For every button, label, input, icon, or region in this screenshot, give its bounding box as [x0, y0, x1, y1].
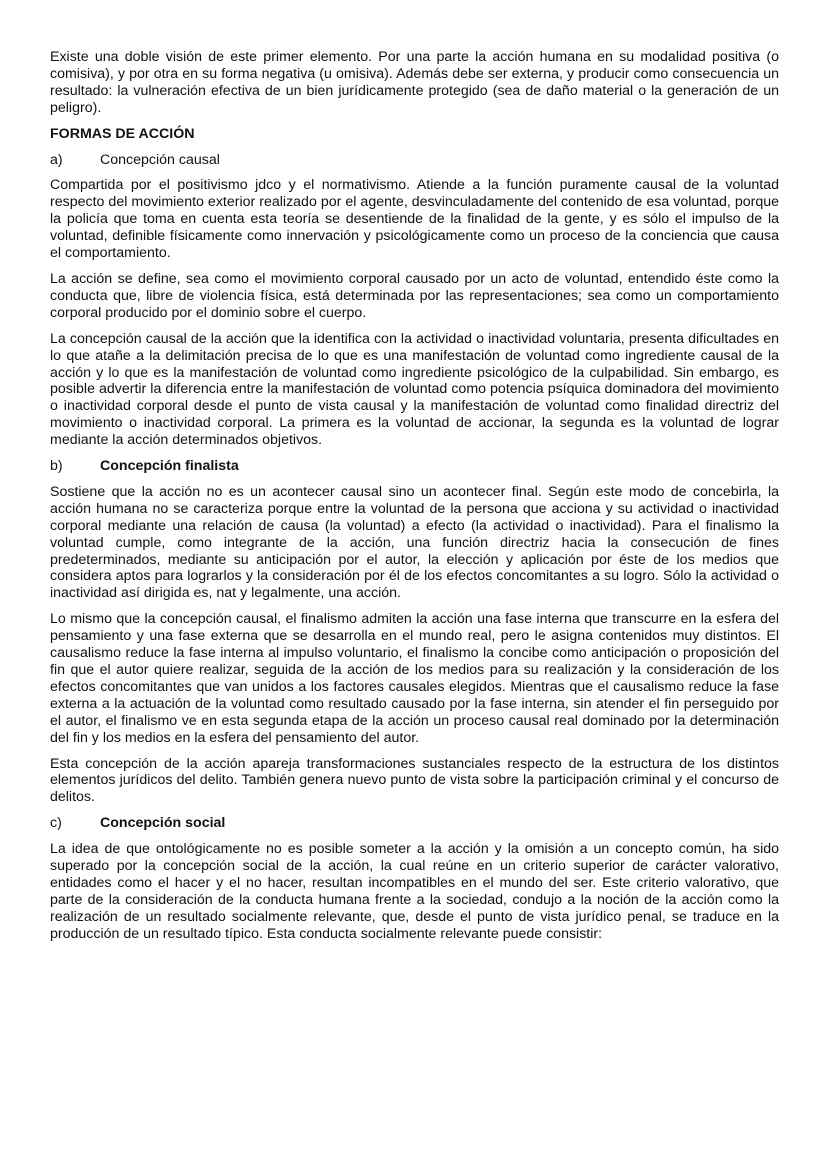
subsection-c-header: [50, 815, 779, 832]
section-heading-formas-de-accion: FORMAS DE ACCIÓN: [50, 125, 195, 142]
paragraph-b-3: Esta concepción de la acción apareja transformaciones sustanciales respecto de la estructura de los distintos elementos jurídicos del delito. También genera nuevo punto de vista sobre la participación criminal y el concurso de delitos.: [50, 755, 779, 806]
paragraph-b-2: Lo mismo que la concepción causal, el finalismo admiten la acción una fase interna que transcurre en la esfera del pensamiento y una fase externa que se desarrolla en el mundo real, pero le asigna contenidos muy distintos. El causalismo reduce la fase interna al impulso voluntario, el finalismo la concibe como anticipación o proposición del fin que el autor quiere realizar, seguida de la acción de los medios para su realización y la consideración de los efectos concomitantes que van unidos a los factores causales elegidos. Mientras que el causalismo reduce la fase externa a la actuación de la voluntad como resultado causado por la fase interna, sin atender el fin perseguido por el autor, el finalismo ve en esta segunda etapa de la acción un proceso causal real dominado por la determinación del fin y los medios en la esfera del pensamiento del autor.: [50, 611, 779, 746]
subsection-letter: b): [50, 458, 63, 475]
subsection-title: Concepción social: [100, 815, 226, 832]
subsection-a-header: [50, 152, 779, 169]
document-page: [50, 49, 779, 952]
subsection-letter: a): [50, 151, 63, 168]
subsection-letter: c): [50, 815, 62, 832]
subsection-title: Concepción finalista: [100, 458, 239, 475]
paragraph-c-1: La idea de que ontológicamente no es posible someter a la acción y la omisión a un concepto común, ha sido superado por la concepción social de la acción, la cual reúne en un criterio superior de carácter valorativo, entidades como el hacer y el no hacer, resultan incompatibles en el mundo del ser. Este criterio valorativo, que parte de la consideración de la conducta humana frente a la sociedad, condujo a la noción de la acción como la realización de un resultado socialmente relevante, que, desde el punto de vista jurídico penal, se traduce en la producción de un resultado típico. Esta conducta socialmente relevante puede consistir:: [50, 841, 779, 942]
paragraph-a-1: Compartida por el positivismo jdco y el normativismo. Atiende a la función puramente causal de la voluntad respecto del movimiento exterior realizado por el agente, desvinculadamente del contenido de esa voluntad, porque la policía que toma en cuenta esta teoría se desentiende de la finalidad de la gente, y es sólo el impulso de la voluntad, definible físicamente como innervación y psicológicamente como un proceso de la conciencia que causa el comportamiento.: [50, 177, 779, 262]
intro-paragraph: Existe una doble visión de este primer elemento. Por una parte la acción humana en su modalidad positiva (o comisiva), y por otra en su forma negativa (u omisiva). Además debe ser externa, y producir como consecuencia un resultado: la vulneración efectiva de un bien jurídicamente protegido (sea de daño material o la generación de un peligro).: [50, 49, 779, 116]
subsection-b-header: [50, 458, 779, 475]
paragraph-a-3: La concepción causal de la acción que la identifica con la actividad o inactividad voluntaria, presenta dificultades en lo que atañe a la delimitación precisa de lo que es una manifestación de voluntad como ingrediente causal de la acción y lo que es la manifestación de voluntad como ingrediente psicológico de la culpabilidad. Sin embargo, es posible advertir la diferencia entre la manifestación de voluntad como potencia psíquica dominadora del movimiento o inactividad corporal desde el punto de vista causal y la manifestación de voluntad como finalidad directriz del movimiento o inactividad corporal. La primera es la voluntad de accionar, la segunda es la voluntad de lograr mediante la acción determinados objetivos.: [50, 330, 779, 449]
paragraph-b-1: Sostiene que la acción no es un acontecer causal sino un acontecer final. Según este modo de concebirla, la acción humana no se caracteriza porque entre la voluntad de la persona que acciona y su actividad o inactividad corporal mediante una relación de causa (la voluntad) a efecto (la actividad o inactividad). Para el finalismo la voluntad cumple, como integrante de la acción, una función directriz hacia la consecución de fines predeterminados, mediante su anticipación por el autor, la elección y aplicación por éste de los medios que considera aptos para lograrlos y la consideración por él de los efectos concomitantes a su logro. Sólo la actividad o inactividad así dirigida es, nat y legalmente, una acción.: [50, 483, 779, 602]
paragraph-a-2: La acción se define, sea como el movimiento corporal causado por un acto de voluntad, entendido éste como la conducta que, libre de violencia física, está determinada por las representaciones; sea como un comportamiento corporal producido por el dominio sobre el cuerpo.: [50, 270, 779, 321]
subsection-title: Concepción causal: [100, 151, 220, 168]
